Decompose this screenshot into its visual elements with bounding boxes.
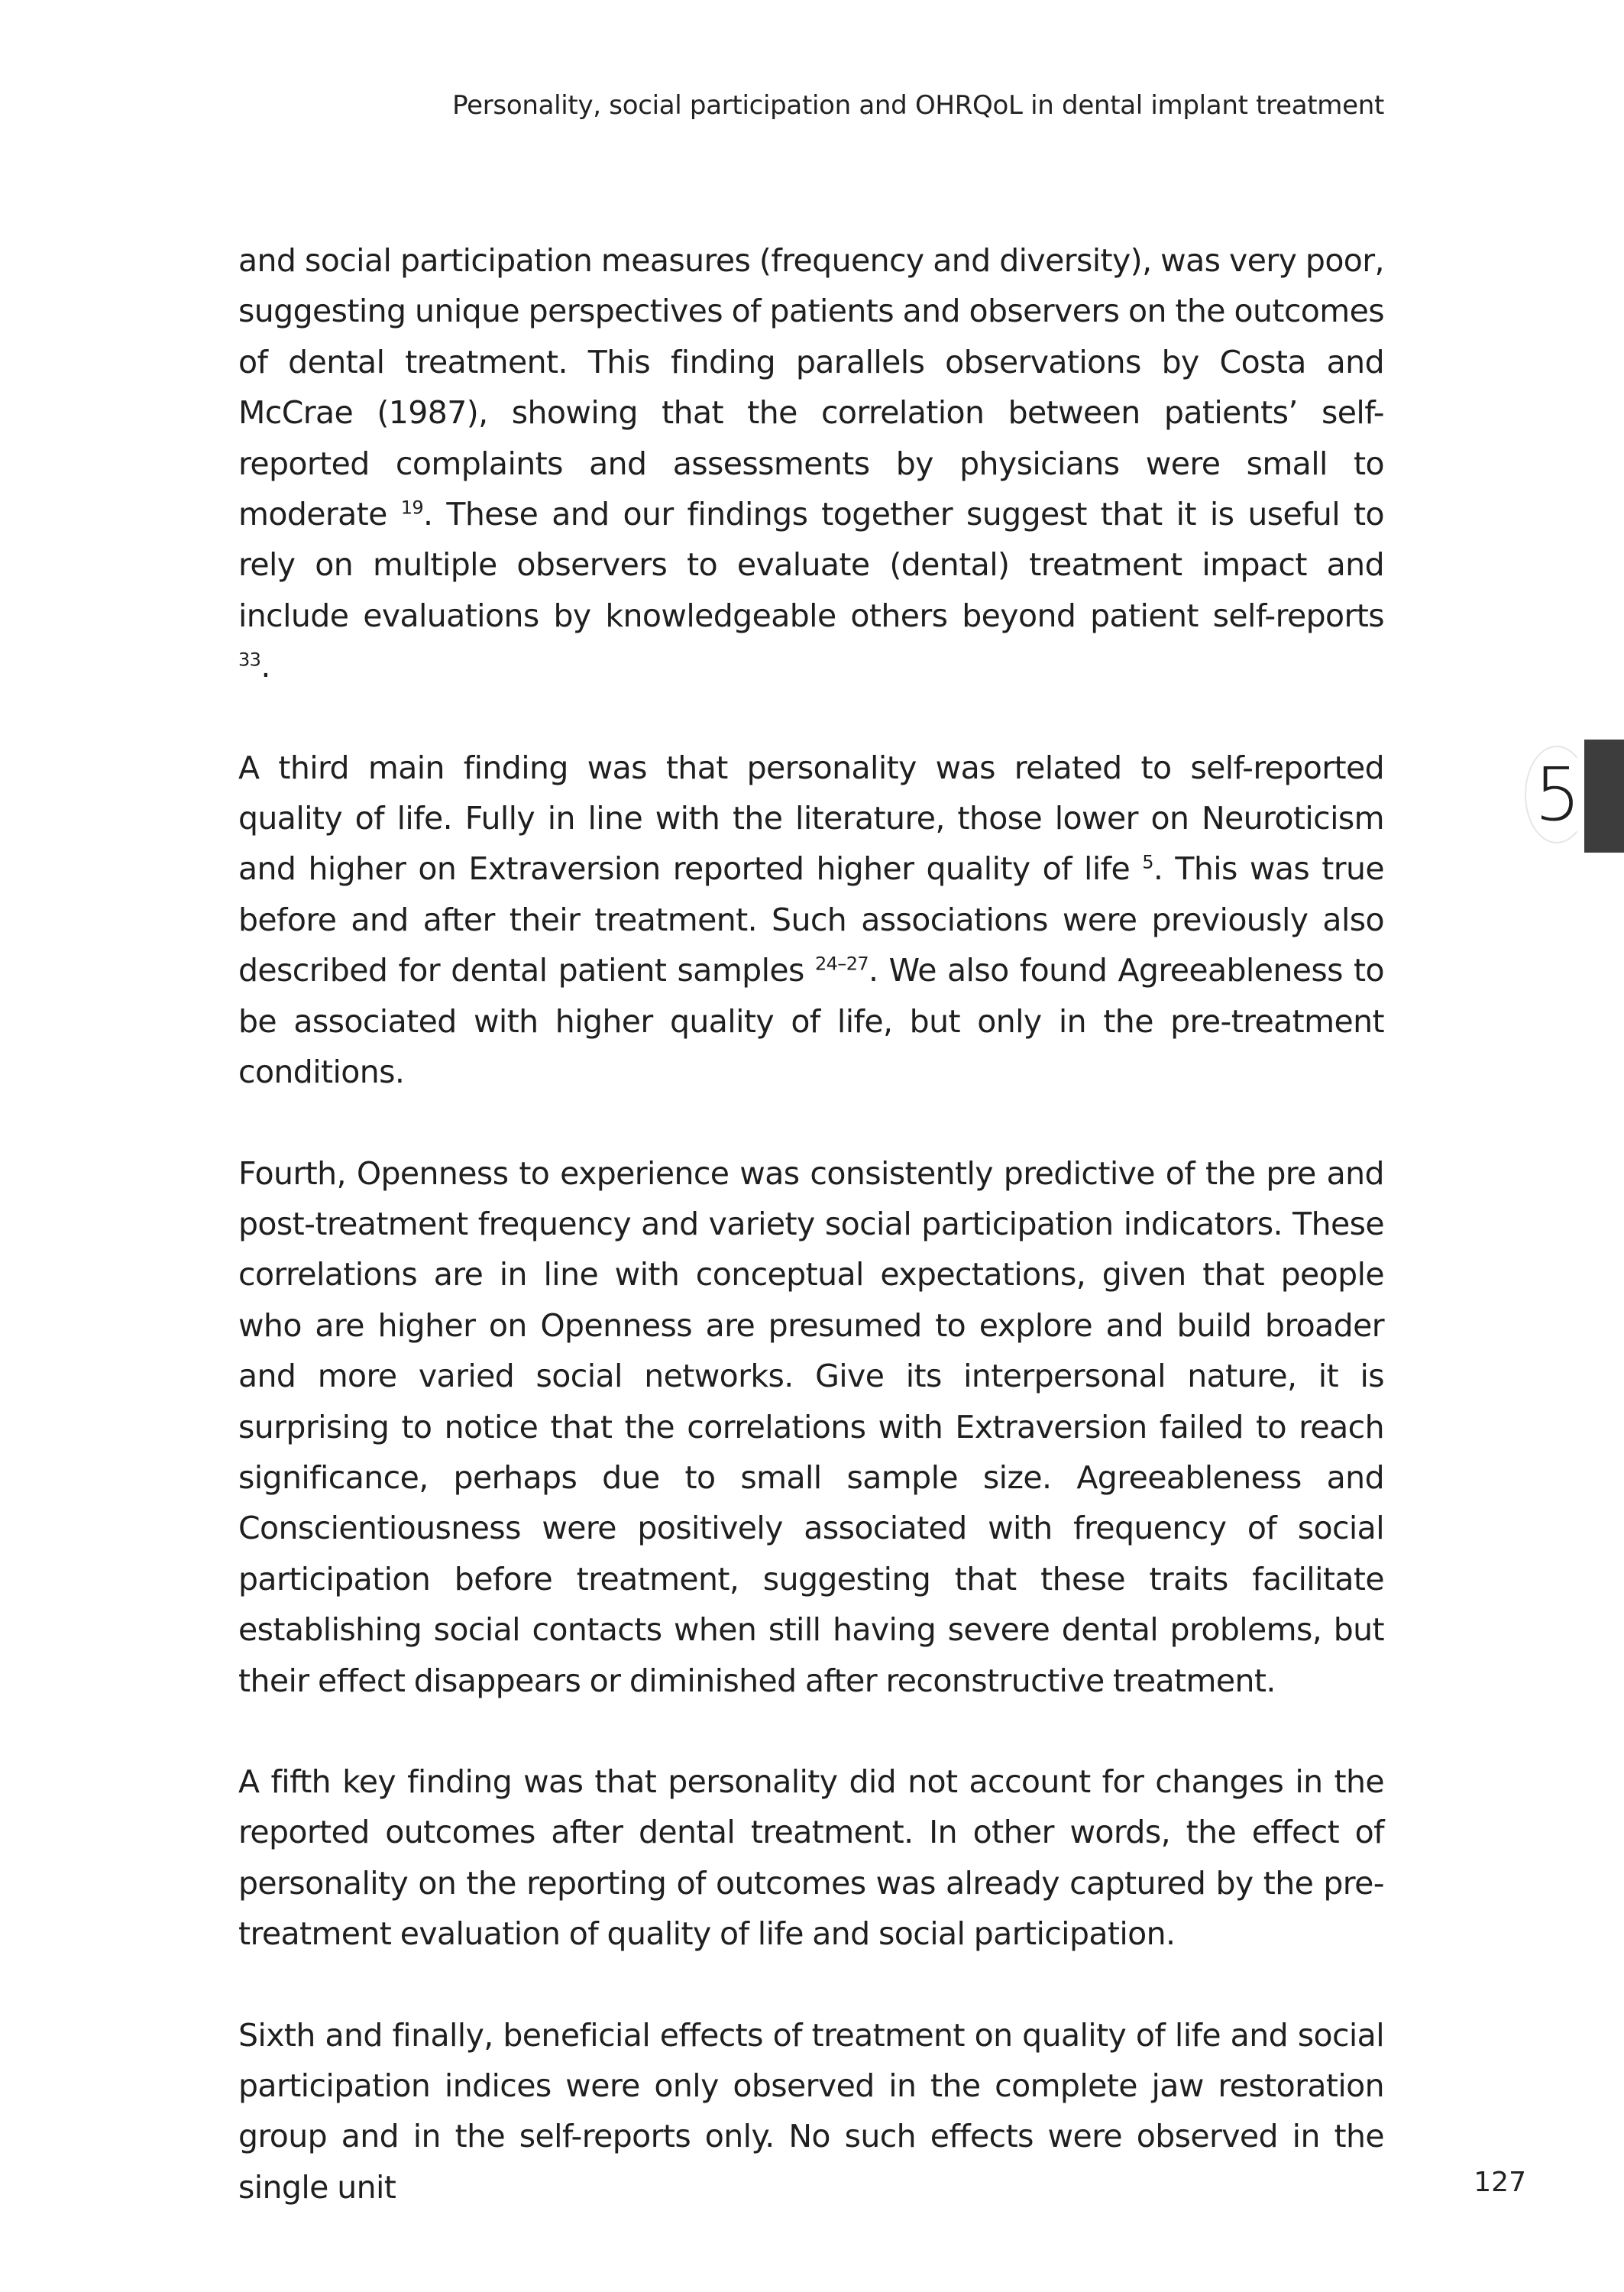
paragraph-1-text-c: .: [260, 648, 270, 685]
chapter-tab: [1584, 740, 1624, 853]
citation-24-27: 24–27: [814, 953, 869, 975]
running-header: Personality, social participation and OHRQoL in dental implant treatment: [452, 90, 1384, 121]
body-text: [238, 235, 1384, 2263]
paragraph-3: Fourth, Openness to experience was consistently predictive of the pre and post-treatment frequency and variety social participation indicators. These correlations are in line with conceptual expectations, given that people who are higher on Openness are presumed to explore and build broader and more varied social networks. Give its interpersonal nature, it is surprising to notice that the correlations with Extraversion failed to reach significance, perhaps due to small sample size. Agreeableness and Conscientiousness were positively associated with frequency of social participation before treatment, suggesting that these traits facilitate establishing social contacts when still having severe dental problems, but their effect disappears or diminished after reconstructive treatment.: [238, 1154, 1384, 1699]
paragraph-2-text-b: . This was true before and after their treatment. Such associations were previously also described for dental patient samples: [238, 850, 1384, 989]
paragraph-2-text-a: A third main finding was that personality was related to self-reported quality of life. Fully in line with the literature, those lower on Neuroticism and higher on Extraversion reported higher quality of life: [238, 749, 1384, 888]
paragraph-5: Sixth and finally, beneficial effects of treatment on quality of life and social participation indices were only observed in the complete jaw restoration group and in the self-reports only. No such effects were observed in the single unit: [238, 2016, 1384, 2206]
page-number: 127: [1474, 2167, 1526, 2198]
paragraph-1-text-a: and social participation measures (frequency and diversity), was very poor, suggesting unique perspectives of patients and observers on the outcomes of dental treatment. This finding parallels observations by Costa and McCrae (1987), showing that the correlation between patients’ self-reported complaints and assessments by physicians were small to moderate: [238, 242, 1384, 533]
chapter-number: 5: [1534, 752, 1581, 837]
citation-5: 5: [1142, 851, 1153, 873]
paragraph-4: A fifth key finding was that personality did not account for changes in the reported outcomes after dental treatment. In other words, the effect of personality on the reporting of outcomes was already captured by the pre-treatment evaluation of quality of life and social participation.: [238, 1763, 1384, 1953]
citation-33: 33: [238, 649, 261, 671]
citation-19: 19: [400, 497, 424, 519]
paragraph-2: [238, 743, 1384, 1098]
paragraph-1-text-b: . These and our findings together suggest that it is useful to rely on multiple observers to evaluate (dental) treatment impact and include evaluations by knowledgeable others beyond patient self-reports: [238, 496, 1385, 634]
paragraph-1: [238, 235, 1384, 692]
paragraph-2-text-c: . We also found Agreeableness to be associated with higher quality of life, but only in the pre-treatment conditions.: [238, 952, 1384, 1091]
